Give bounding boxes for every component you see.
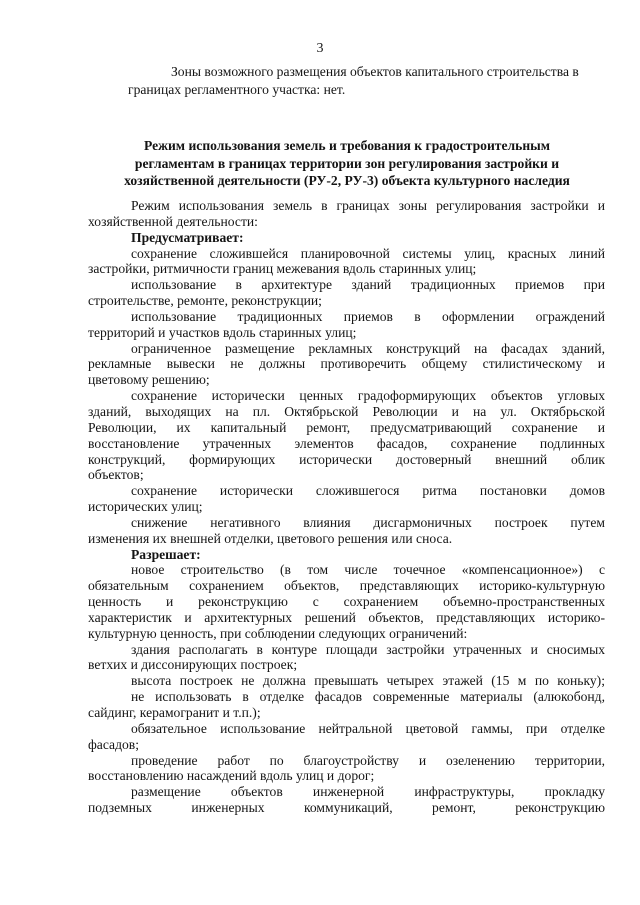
body-line: ветхих и диссонирующих построек; [88,657,298,673]
body-line: исторических улиц; [88,499,203,515]
section-title-line: регламентам в границах территории зон регулирования застройки и [134,155,560,171]
body-line: подземных инженерных коммуникаций, ремонт, реконструкцию [88,800,605,816]
section-title-line: Режим использования земель и требования к градостроительным [143,138,551,153]
body-text [88,198,605,816]
body-line: использование традиционных приемов в оформлении ограждений [131,308,605,324]
zones-line: границах регламентного участка: нет. [128,82,346,97]
body-line: проведение работ по благоустройству и озеленению территории, [131,752,605,768]
body-line: изменения их внешней отделки, цветового решения или сноса. [88,530,453,546]
section-subheading: Разрешает: [131,546,201,562]
body-line: сайдинг, керамогранит и т.п.); [88,705,261,720]
body-line: рекламные вывески не должны противоречить общему стилистическому и [88,356,605,372]
section-subheading: Предусматривает: [131,229,244,245]
body-line: культурную ценность, при соблюдении следующих ограничений: [88,625,468,641]
page-number: 3 [316,41,324,56]
section-title-line: хозяйственной деятельности (РУ-2, РУ-3) объекта культурного наследия [124,173,570,189]
body-line: характеристик и архитектурных решений объектов, представляющих историко- [88,609,605,625]
body-line: Революции, их капитальный ремонт, предусматривающий сохранение и [88,419,605,435]
section-title [88,137,606,190]
body-line: территорий и участков вдоль старинных улиц; [88,324,357,340]
body-line: объектов; [88,467,144,483]
body-line: не использовать в отделке фасадов современные материалы (алюкобонд, [131,689,605,705]
body-line: конструкций, формирующих исторически достоверный внешний облик [88,451,605,467]
body-line: обязательное использование нейтральной цветовой гаммы, при отделке [131,720,605,736]
body-line: фасадов; [88,736,139,752]
body-line: строительстве, ремонте, реконструкции; [88,293,322,309]
zones-paragraph [128,63,598,99]
body-line: новое строительство (в том числе точечное «компенсационное») с [131,562,605,578]
body-line: сохранение сложившейся планировочной системы улиц, красных линий [131,245,605,261]
body-line: обязательным сохранением объектов, представляющих историко-культурную [88,578,605,594]
body-line: здания располагать в контуре площади застройки утраченных и сносимых [131,641,605,657]
body-line: ценность и реконструкцию с сохранением объемно-пространственных [88,594,605,610]
body-line: ограниченное размещение рекламных конструкций на фасадах зданий, [131,340,605,356]
body-line: зданий, выходящих на пл. Октябрьской Революции и на ул. Октябрьской [88,403,605,419]
body-line: использование в архитектуре зданий традиционных приемов при [131,277,605,293]
body-line: высота построек не должна превышать четырех этажей (15 м по коньку); [131,673,605,689]
body-line: цветовому решению; [88,372,210,388]
body-line: Режим использования земель в границах зоны регулирования застройки и [131,198,605,213]
body-line: восстановление утраченных элементов фасадов, сохранение подлинных [88,435,605,451]
body-line: застройки, ритмичности границ межевания вдоль старинных улиц; [88,261,477,277]
body-line: размещение объектов инженерной инфраструктуры, прокладку [131,784,605,800]
body-line: восстановлению насаждений вдоль улиц и дорог; [88,768,375,784]
body-line: сохранение исторически ценных градоформирующих объектов угловых [131,388,605,404]
body-line: снижение негативного влияния дисгармоничных построек путем [131,514,605,530]
body-line: хозяйственной деятельности: [88,213,258,229]
zones-line: Зоны возможного размещения объектов капитального строительства в [171,64,579,79]
body-line: сохранение исторически сложившегося ритма постановки домов [131,483,605,499]
